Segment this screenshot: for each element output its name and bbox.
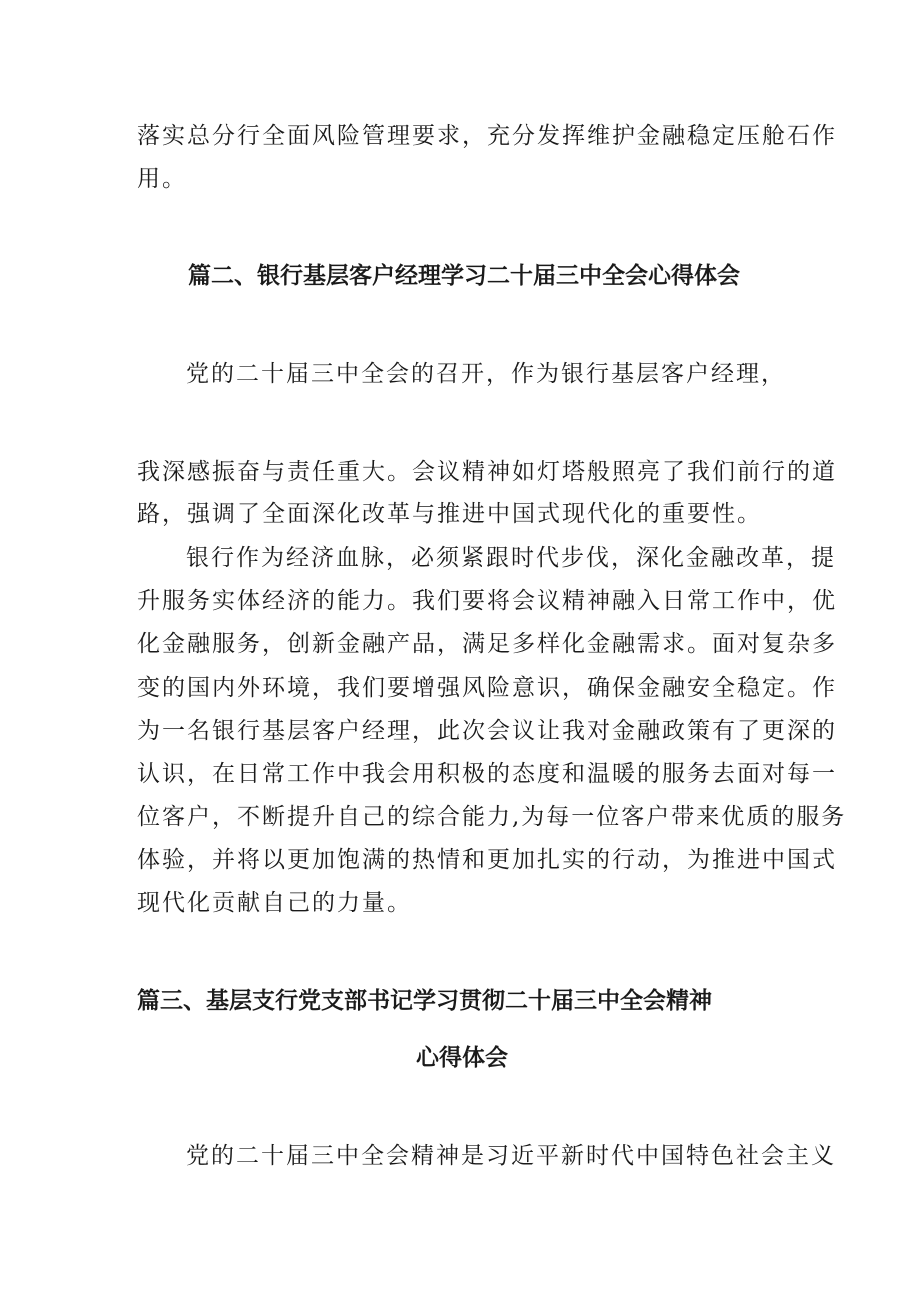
- body-text-line: 体验，并将以更加饱满的热情和更加扎实的行动，为推进中国式: [137, 847, 837, 873]
- body-text-line: 变的国内外环境，我们要增强风险意识，确保金融安全稳定。作: [137, 675, 837, 701]
- body-text-line: 落实总分行全面风险管理要求，充分发挥维护金融稳定压舱石作: [137, 123, 837, 149]
- section-heading-continued: 心得体会: [416, 1045, 508, 1071]
- section-heading: 篇三、基层支行党支部书记学习贯彻二十届三中全会精神: [137, 988, 712, 1014]
- body-text-line: 路，强调了全面深化改革与推进中国式现代化的重要性。: [137, 501, 762, 527]
- section-heading: 篇二、银行基层客户经理学习二十届三中全会心得体会: [188, 263, 740, 289]
- body-text-line: 银行作为经济血脉，必须紧跟时代步伐，深化金融改革，提: [186, 545, 836, 571]
- body-text-line: 位客户，不断提升自己的综合能力,为每一位客户带来优质的服务: [137, 804, 847, 830]
- body-text-line: 用。: [137, 166, 187, 192]
- body-text-line: 认识，在日常工作中我会用积极的态度和温暖的服务去面对每一: [137, 761, 837, 787]
- body-text-line: 党的二十届三中全会的召开，作为银行基层客户经理，: [186, 361, 786, 387]
- body-text-line: 化金融服务，创新金融产品，满足多样化金融需求。面对复杂多: [137, 631, 837, 657]
- body-text-line: 我深感振奋与责任重大。会议精神如灯塔般照亮了我们前行的道: [137, 459, 837, 485]
- body-text-line: 升服务实体经济的能力。我们要将会议精神融入日常工作中，优: [137, 588, 837, 614]
- body-text-line: 为一名银行基层客户经理，此次会议让我对金融政策有了更深的: [137, 718, 837, 744]
- body-text-line: 现代化贡献自己的力量。: [137, 890, 412, 916]
- body-text-line: 党的二十届三中全会精神是习近平新时代中国特色社会主义: [186, 1143, 836, 1169]
